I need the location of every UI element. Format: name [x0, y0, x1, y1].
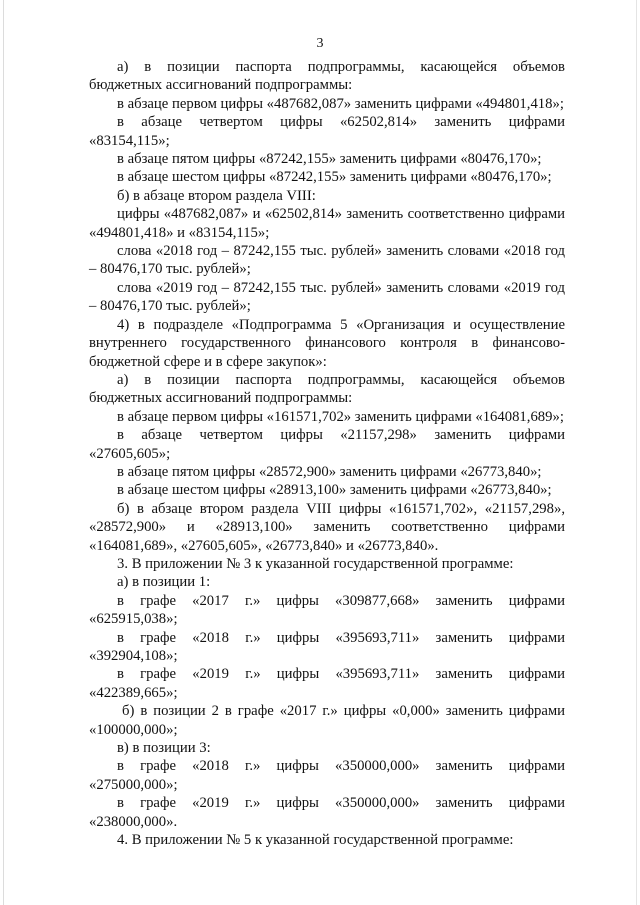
paragraph: в графе «2018 г.» цифры «350000,000» заменить цифрами «275000,000»; [89, 758, 565, 793]
paragraph: слова «2018 год – 87242,155 тыс. рублей» заменить словами «2018 год – 80476,170 тыс. рублей»; [89, 243, 565, 278]
scan-right-edge [636, 0, 637, 905]
paragraph: а) в позиции 1: [117, 574, 211, 591]
paragraph: в графе «2019 г.» цифры «395693,711» заменить цифрами «422389,665»; [89, 666, 565, 701]
paragraph: 3. В приложении № 3 к указанной государственной программе: [117, 555, 514, 572]
paragraph: 4. В приложении № 5 к указанной государственной программе: [117, 832, 514, 849]
paragraph: в абзаце четвертом цифры «62502,814» заменить цифрами «83154,115»; [89, 114, 565, 149]
paragraph: а) в позиции паспорта подпрограммы, касающейся объемов бюджетных ассигнований подпрограммы: [89, 371, 565, 407]
paragraph: в абзаце шестом цифры «87242,155» заменить цифрами «80476,170»; [117, 169, 552, 186]
paragraph: б) в абзаце втором раздела VIII цифры «161571,702», «21157,298», «28572,900» и «28913,100» заменить соответственно цифрами «164081,689», «27605,605», «26773,840» и «26773,840». [89, 500, 565, 554]
scan-left-edge [3, 0, 4, 905]
paragraph: в) в позиции 3: [117, 740, 211, 757]
paragraph: в абзаце четвертом цифры «21157,298» заменить цифрами «27605,605»; [89, 427, 565, 462]
paragraph: б) в позиции 2 в графе «2017 г.» цифры «0,000» заменить цифрами «100000,000»; [89, 703, 565, 738]
paragraph: цифры «487682,087» и «62502,814» заменить соответственно цифрами «494801,418» и «83154,115»; [89, 206, 565, 241]
page-number: 3 [316, 36, 324, 51]
paragraph: слова «2019 год – 87242,155 тыс. рублей» заменить словами «2019 год – 80476,170 тыс. рублей»; [89, 279, 565, 315]
paragraph: б) в абзаце втором раздела VIII: [117, 187, 316, 204]
paragraph: а) в позиции паспорта подпрограммы, касающейся объемов бюджетных ассигнований подпрограммы: [89, 59, 565, 94]
paragraph: в абзаце первом цифры «487682,087» заменить цифрами «494801,418»; [117, 95, 564, 112]
paragraph: в абзаце первом цифры «161571,702» заменить цифрами «164081,689»; [117, 408, 564, 425]
paragraph: 4) в подразделе «Подпрограмма 5 «Организация и осуществление внутреннего государственного финансового контроля в финансово-бюджетной сфере и в сфере закупок»: [89, 316, 565, 370]
paragraph: в графе «2018 г.» цифры «395693,711» заменить цифрами «392904,108»; [89, 629, 565, 664]
document-body [89, 58, 565, 849]
paragraph: в абзаце шестом цифры «28913,100» заменить цифрами «26773,840»; [117, 482, 552, 499]
paragraph: в абзаце пятом цифры «87242,155» заменить цифрами «80476,170»; [117, 151, 542, 168]
paragraph: в графе «2017 г.» цифры «309877,668» заменить цифрами «625915,038»; [89, 592, 565, 628]
paragraph: в графе «2019 г.» цифры «350000,000» заменить цифрами «238000,000». [89, 795, 565, 830]
paragraph: в абзаце пятом цифры «28572,900» заменить цифрами «26773,840»; [117, 463, 542, 480]
